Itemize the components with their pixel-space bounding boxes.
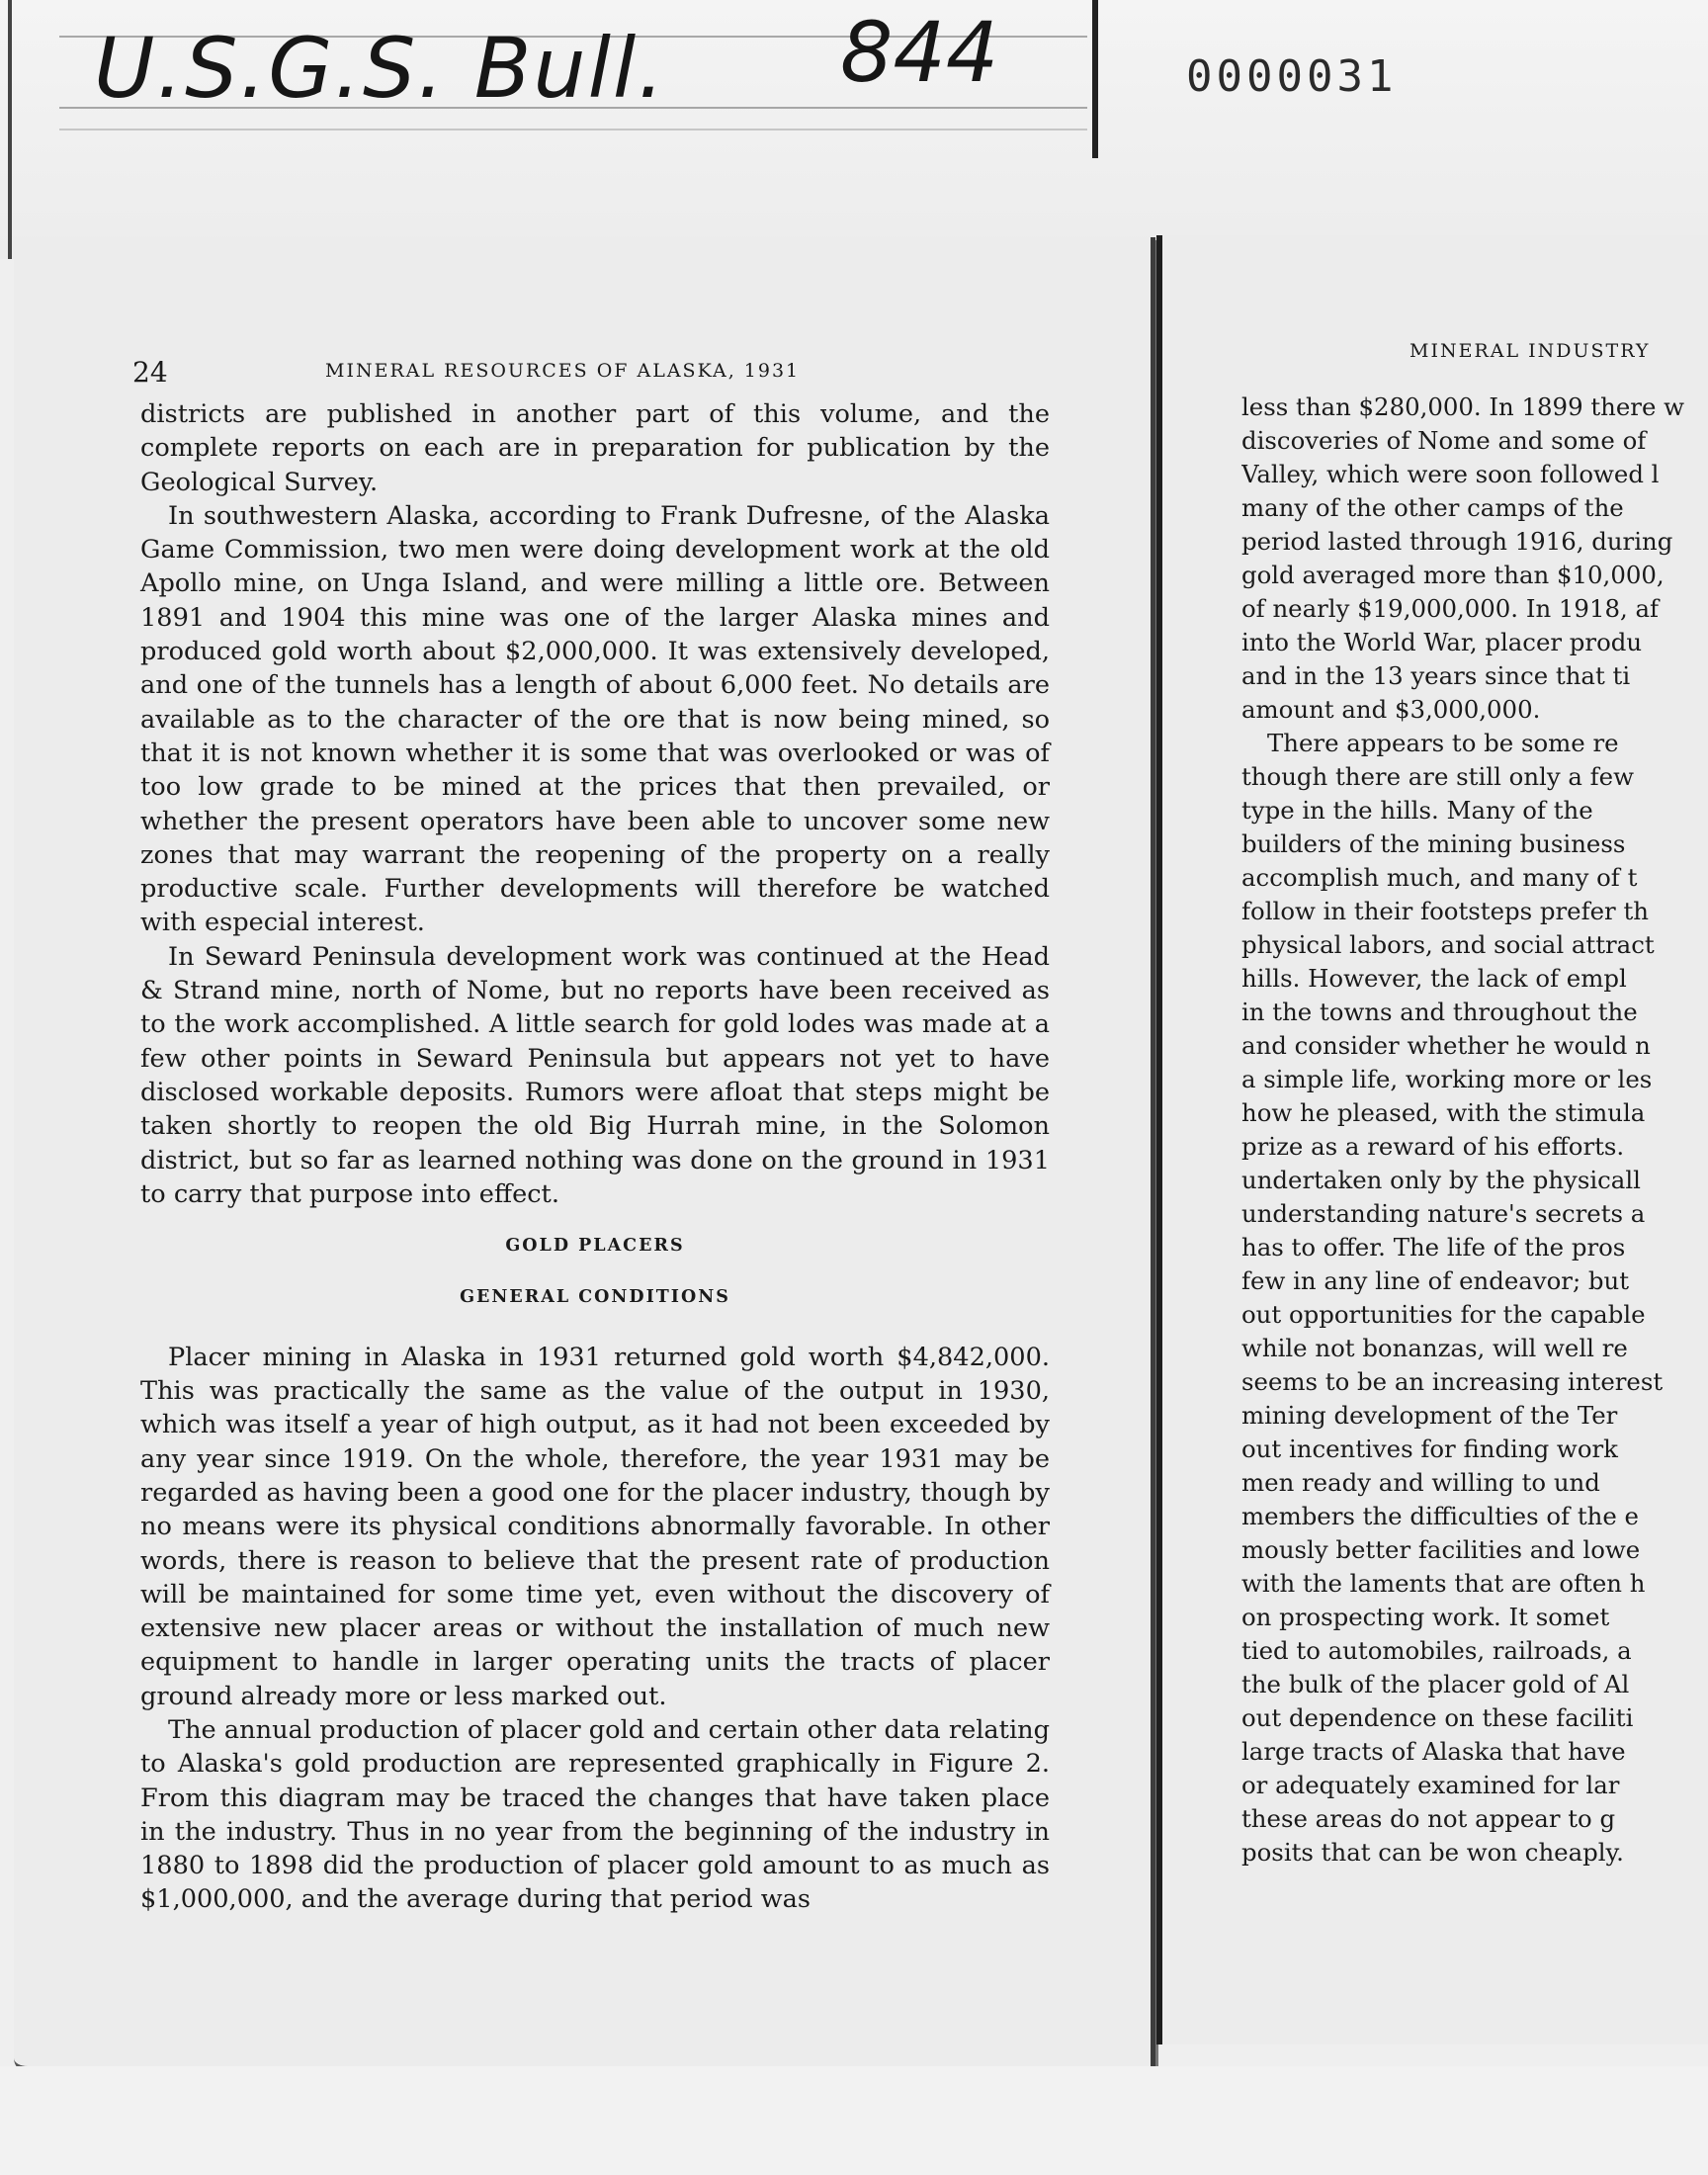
text-line: has to offer. The life of the pros — [1241, 1233, 1626, 1262]
text-line: men ready and willing to und — [1241, 1468, 1600, 1497]
paragraph: In Seward Peninsula development work was continued at the Head & Strand mine, north of Nome, but no reports have been received as to the work accomplished. A little search for gold lodes was made at a few other points in Seward Peninsula but appears not yet to have disclosed workable deposits. Rumors were afloat that steps might be taken shortly to reopen the old Big Hurrah mine, in the Solomon district, but so far as learned nothing was done on the ground in 1931 to carry that purpose into effect. — [140, 941, 1050, 1209]
binding-edge — [1092, 0, 1098, 158]
text-line: builders of the mining business — [1241, 829, 1626, 858]
text-line: physical labors, and social attract — [1241, 930, 1655, 959]
paragraph: In southwestern Alaska, according to Frank Dufresne, of the Alaska Game Commission, two men were doing development work at the old Apollo mine, on Unga Island, and were milling a little ore. Between 1891 and 1904 this mine was one of the larger Alaska mines and produced gold worth about $2,000,000. It was extensively developed, and one of the tunnels has a length of about 6,000 feet. No details are available as to the character of the ore that is now being mined, so that it is not known whether it is some that was overlooked or was of too low grade to be mined at the prices that then prevailed, or whether the present operators have been able to uncover some new zones that may warrant the reopening of the property on a really productive scale. Further developments will therefore be watched with especial interest. — [140, 500, 1050, 938]
text-line: amount and $3,000,000. — [1241, 695, 1541, 724]
running-head: MINERAL RESOURCES OF ALASKA, 1931 — [325, 360, 801, 382]
text-line: mining development of the Ter — [1241, 1401, 1618, 1430]
text-line: into the World War, placer produ — [1241, 628, 1643, 656]
text-line: and consider whether he would n — [1241, 1031, 1651, 1060]
text-line: mously better facilities and lowe — [1241, 1535, 1641, 1564]
text-line: seems to be an increasing interest — [1241, 1367, 1664, 1396]
text-line: undertaken only by the physicall — [1241, 1166, 1641, 1194]
text-line: less than $280,000. In 1899 there w — [1241, 392, 1685, 421]
text-line: understanding nature's secrets a — [1241, 1199, 1646, 1228]
handwritten-number: 844 — [840, 4, 999, 101]
text-line: discoveries of Nome and some of — [1241, 426, 1647, 455]
right-running-head: MINERAL INDUSTRY — [1409, 340, 1651, 362]
text-line: posits that can be won cheaply. — [1241, 1838, 1624, 1867]
text-line: these areas do not appear to g — [1241, 1804, 1616, 1833]
text-line: out opportunities for the capable — [1241, 1300, 1646, 1329]
text-line: prize as a reward of his efforts. — [1241, 1132, 1625, 1161]
text-line: of nearly $19,000,000. In 1918, af — [1241, 594, 1660, 623]
text-line: a simple life, working more or les — [1241, 1065, 1653, 1093]
binding-edge — [8, 0, 12, 259]
text-line: the bulk of the placer gold of Al — [1241, 1670, 1630, 1698]
text-line: though there are still only a few — [1241, 762, 1634, 791]
binding-rule — [59, 129, 1087, 130]
text-line: few in any line of endeavor; but — [1241, 1266, 1630, 1295]
text-line: out incentives for finding work — [1241, 1435, 1618, 1463]
text-line: type in the hills. Many of the — [1241, 796, 1593, 825]
text-line: period lasted through 1916, during — [1241, 527, 1673, 556]
text-line: large tracts of Alaska that have — [1241, 1737, 1626, 1766]
text-line: There appears to be some re — [1267, 729, 1619, 757]
text-line: in the towns and throughout the — [1241, 998, 1638, 1026]
text-line: hills. However, the lack of empl — [1241, 964, 1627, 993]
text-line: tied to automobiles, railroads, a — [1241, 1636, 1632, 1665]
text-line: while not bonanzas, will well re — [1241, 1334, 1628, 1362]
text-line: or adequately examined for lar — [1241, 1771, 1620, 1799]
paragraph: Placer mining in Alaska in 1931 returned gold worth $4,842,000. This was practically the same as the value of the output in 1930, which was itself a year of high output, as it had not been exceeded by any year since 1919. On the whole, therefore, the year 1931 may be regarded as having been a good one for the placer industry, though by no means were its physical conditions abnormally favorable. In other words, there is reason to believe that the present rate of production will be maintained for some time yet, even without the discovery of extensive new placer areas or without the installation of much new equipment to handle in larger operating units the tracts of placer ground already more or less marked out. — [140, 1342, 1050, 1711]
text-line: and in the 13 years since that ti — [1241, 661, 1631, 690]
paragraph: districts are published in another part of this volume, and the complete reports on each are in preparation for publication by the Geological Survey. — [140, 399, 1050, 497]
text-line: on prospecting work. It somet — [1241, 1603, 1610, 1631]
text-line: with the laments that are often h — [1241, 1569, 1646, 1598]
text-line: Valley, which were soon followed l — [1241, 460, 1660, 488]
handwritten-label: U.S.G.S. Bull. — [94, 20, 666, 117]
body-text — [140, 397, 1050, 1917]
paragraph: The annual production of placer gold and certain other data relating to Alaska's gold production are represented graphically in Figure 2. From this diagram may be traced the changes that have taken place in the industry. Thus in no year from the beginning of the industry in 1880 to 1898 did the production of placer gold amount to as much as $1,000,000, and the average during that period was — [140, 1714, 1050, 1915]
section-heading: GOLD PLACERS — [505, 1236, 685, 1257]
text-line: accomplish much, and many of t — [1241, 863, 1638, 892]
right-column-text — [1241, 391, 1708, 1870]
text-line: out dependence on these faciliti — [1241, 1703, 1634, 1732]
left-page — [14, 237, 1155, 2072]
stamp-number: 0000031 — [1186, 51, 1398, 102]
text-line: many of the other camps of the — [1241, 493, 1624, 522]
text-line: gold averaged more than $10,000, — [1241, 561, 1665, 589]
text-line: follow in their footsteps prefer th — [1241, 897, 1649, 925]
scan-footer-area — [0, 2066, 1708, 2175]
page-number: 24 — [132, 356, 168, 389]
text-line: members the difficulties of the e — [1241, 1502, 1639, 1530]
subsection-heading: GENERAL CONDITIONS — [460, 1287, 730, 1308]
right-page — [1156, 235, 1708, 2044]
text-line: how he pleased, with the stimula — [1241, 1098, 1646, 1127]
